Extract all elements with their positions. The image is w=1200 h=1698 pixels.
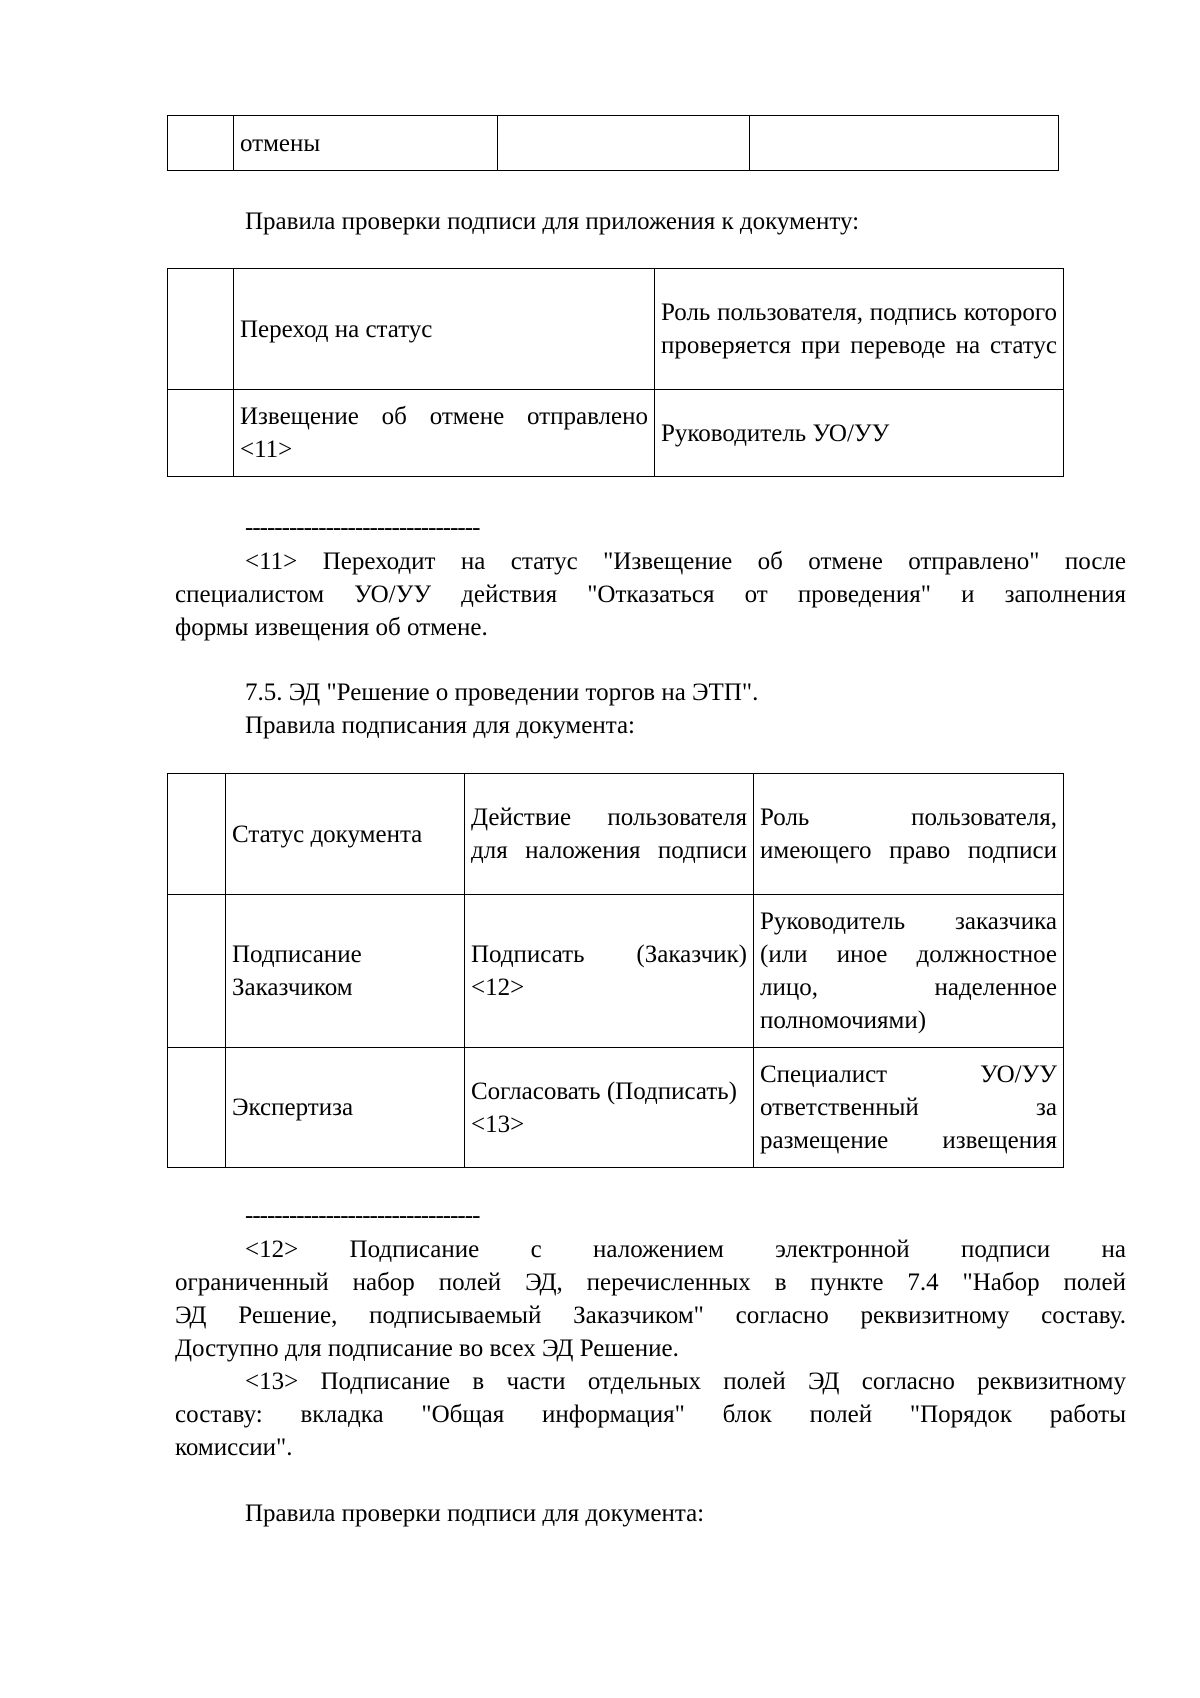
table-cell: Согласовать (Подписать) <13> <box>465 1048 754 1168</box>
table-cell: Роль пользователя, имеющего право подписи <box>754 774 1064 895</box>
footnote-13 <box>175 1365 1126 1464</box>
table-cell: Извещение об отмене отправлено <11> <box>234 390 655 477</box>
footnote-12 <box>175 1233 1126 1365</box>
table-cell: отмены <box>234 116 498 171</box>
table-row <box>168 895 1064 1048</box>
footnote-line: Доступно для подписание во всех ЭД Решение. <box>175 1335 679 1362</box>
table-signing-rules <box>167 773 1064 1168</box>
table-cell <box>750 116 1059 171</box>
heading-attachment-check: Правила проверки подписи для приложения к документу: <box>245 208 860 235</box>
footnote-line: <11> Переходит на статус "Извещение об отмене отправлено" после <box>245 548 1126 575</box>
table-cell: Действие пользователя для наложения подписи <box>465 774 754 895</box>
table-row <box>168 390 1064 477</box>
footnote-line: формы извещения об отмене. <box>175 614 488 641</box>
table-cell: Руководитель заказчика (или иное должностное лицо, наделенное полномочиями) <box>754 895 1064 1048</box>
table-row <box>168 269 1064 390</box>
table-cell <box>168 774 226 895</box>
table-cell <box>168 390 234 477</box>
table-cell: Переход на статус <box>234 269 655 390</box>
table-row <box>168 116 1059 171</box>
table-cell: Экспертиза <box>226 1048 465 1168</box>
table-cell: Руководитель УО/УУ <box>655 390 1064 477</box>
table-cell: Подписание Заказчиком <box>226 895 465 1048</box>
table-cell <box>168 116 234 171</box>
table-cell: Подписать (Заказчик) <12> <box>465 895 754 1048</box>
table-cell <box>168 1048 226 1168</box>
footnote-line: <13> Подписание в части отдельных полей ЭД согласно реквизитному <box>245 1368 1126 1395</box>
table-row <box>168 774 1064 895</box>
footnote-line: <12> Подписание с наложением электронной подписи на <box>245 1236 1126 1263</box>
heading-document-check: Правила проверки подписи для документа: <box>245 1500 705 1527</box>
footnote-line: комиссии". <box>175 1434 293 1461</box>
footnote-11 <box>175 545 1126 644</box>
footnote-line: составу: вкладка "Общая информация" блок полей "Порядок работы <box>175 1401 1126 1428</box>
footnote-separator: -------------------------------- <box>245 514 480 541</box>
table-attachment-check <box>167 268 1064 477</box>
table-cell: Роль пользователя, подпись которого проверяется при переводе на статус <box>655 269 1064 390</box>
footnote-line: специалистом УО/УУ действия "Отказаться от проведения" и заполнения <box>175 581 1126 608</box>
footnote-separator: -------------------------------- <box>245 1202 480 1229</box>
table-cell: Специалист УО/УУ ответственный за размещение извещения <box>754 1048 1064 1168</box>
table-prev-tail <box>167 115 1059 171</box>
table-row <box>168 1048 1064 1168</box>
footnote-line: ЭД Решение, подписываемый Заказчиком" согласно реквизитному составу. <box>175 1302 1126 1329</box>
table-cell <box>168 269 234 390</box>
heading-signing-rules: Правила подписания для документа: <box>245 712 635 739</box>
table-cell: Статус документа <box>226 774 465 895</box>
table-cell <box>168 895 226 1048</box>
footnote-line: ограниченный набор полей ЭД, перечисленных в пункте 7.4 "Набор полей <box>175 1269 1126 1296</box>
table-cell <box>498 116 750 171</box>
section-title: 7.5. ЭД "Решение о проведении торгов на ЭТП". <box>245 679 759 706</box>
